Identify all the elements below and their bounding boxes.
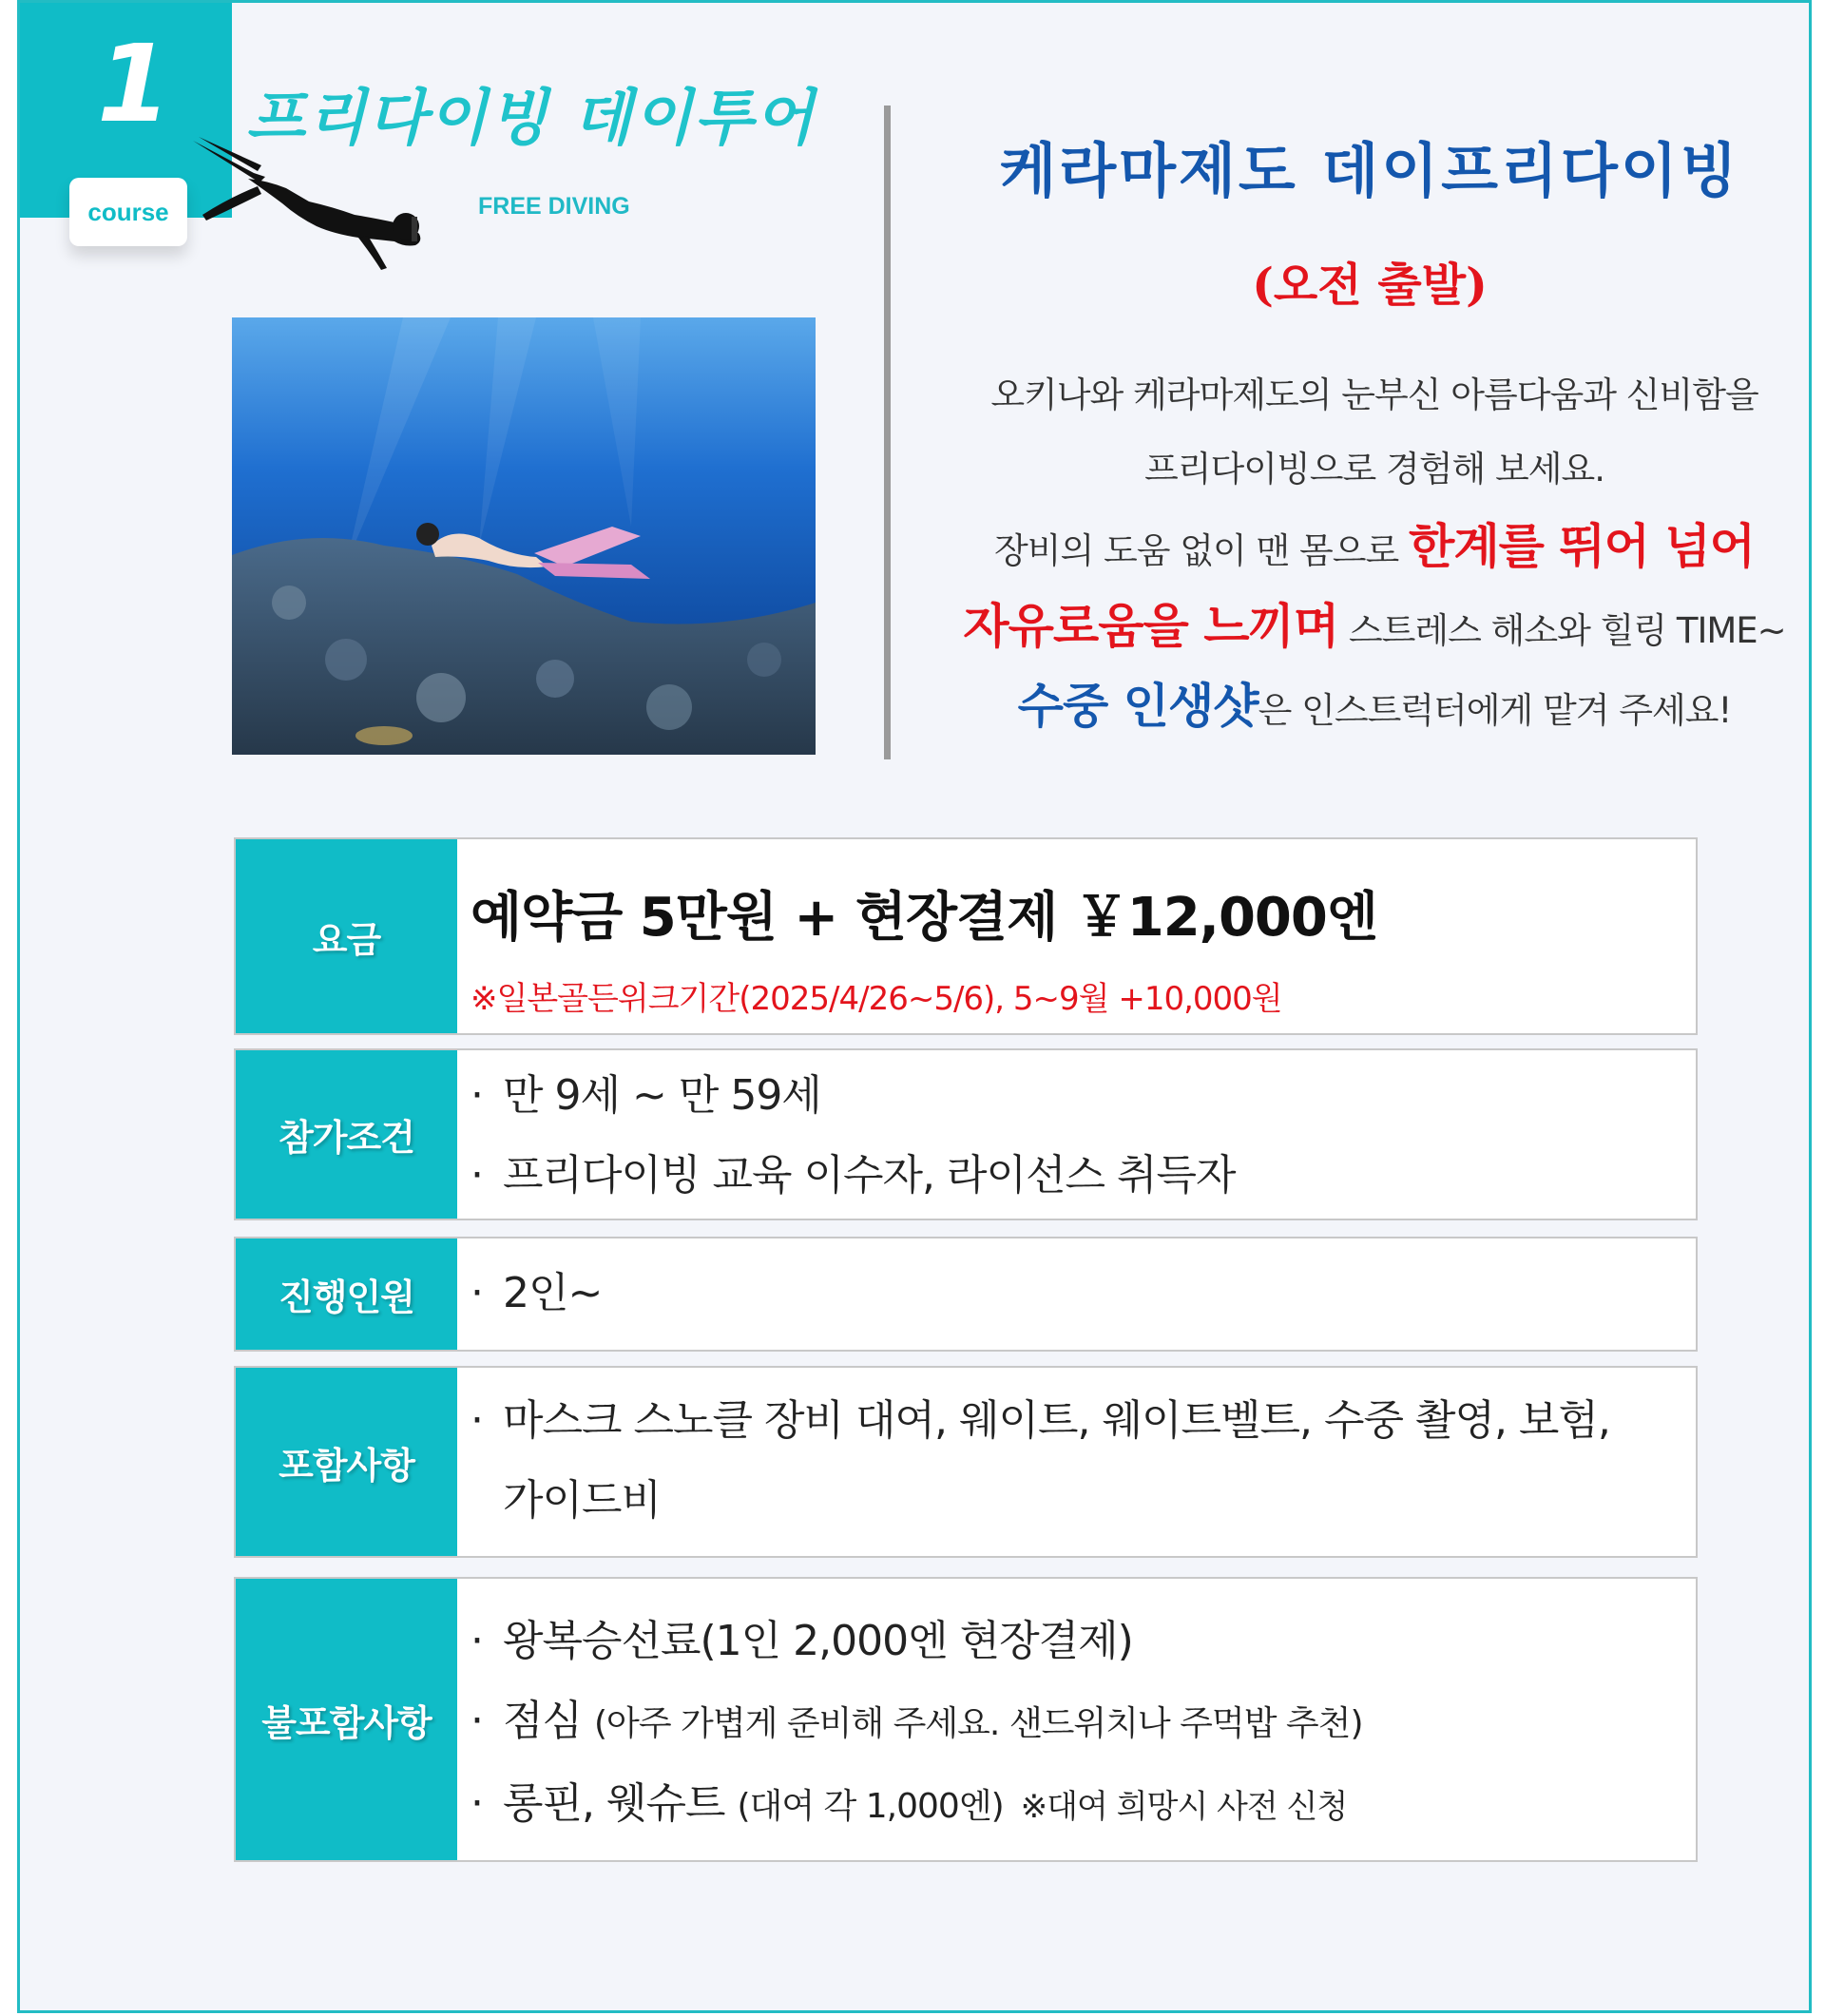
excluded-item: · 왕복승선료(1인 2,000엔 현장결제) [471,1617,1133,1665]
price-content [457,839,1696,1033]
price-note: ※일본골든위크기간(2025/4/26~5/6), 5~9월 +10,000원 [471,980,1282,1018]
excluded-item: · 롱핀, 웻슈트 (대여 각 1,000엔) ※대여 희망시 사전 신청 [471,1779,1348,1828]
price-label: 요금 [236,839,457,1033]
intro-line-4 [932,586,1812,666]
vertical-divider [884,106,891,759]
course-number: 1 [97,23,171,146]
conditions-item: · 만 9세 ~ 만 59세 [471,1071,821,1120]
intro-line-3 [932,507,1812,586]
intro-line-3-highlight: 한계를 뛰어 넘어 [1409,518,1755,574]
intro-line-2: 프리다이빙으로 경험해 보세요. [1144,449,1604,490]
excluded-item: · 점심 (아주 가볍게 준비해 주세요. 샌드위치나 주먹밥 추천) [471,1697,1363,1745]
conditions-content [457,1050,1696,1219]
included-label: 포함사항 [236,1368,457,1556]
people-content [457,1238,1696,1350]
intro-line-1: 오키나와 케라마제도의 눈부신 아름다움과 신비함을 [990,374,1758,415]
conditions-label: 참가조건 [236,1050,457,1219]
conditions-row [234,1048,1698,1220]
course-subtitle: FREE DIVING [478,193,630,220]
intro-line-5-text: 은 인스트럭터에게 맡겨 주세요! [1258,690,1732,731]
underwater-freediver-photo [232,317,816,755]
intro-line-3-text: 장비의 도움 없이 맨 몸으로 [994,530,1410,571]
intro-line-4-highlight: 자유로움을 느끼며 [963,598,1339,654]
included-item-continued: 가이드비 [503,1476,662,1525]
people-item: · 2인~ [471,1269,603,1317]
course-card [17,0,1812,2013]
people-row [234,1237,1698,1352]
intro-headline: 케라마제도 데이프리다이빙 [999,136,1740,205]
intro-text [932,358,1812,746]
intro-line-5-highlight: 수중 인생샷 [1017,678,1258,734]
included-row [234,1366,1698,1558]
included-content [457,1368,1696,1556]
price-row [234,837,1698,1035]
people-label: 진행인원 [236,1238,457,1350]
conditions-item: · 프리다이빙 교육 이수자, 라이선스 취득자 [471,1151,1236,1200]
excluded-content [457,1579,1696,1860]
intro-line-5 [932,666,1812,746]
excluded-row [234,1577,1698,1862]
intro-line-4-text: 스트레스 해소와 힐링 TIME~ [1338,610,1786,651]
intro-subhead: (오전 출발) [1252,259,1488,312]
price-main: 예약금 5만원 + 현장결제 ￥12,000엔 [471,887,1377,949]
included-item: · 마스크 스노클 장비 대여, 웨이트, 웨이트벨트, 수중 촬영, 보험, [471,1396,1610,1445]
course-tag: course [69,178,187,246]
excluded-label: 불포함사항 [236,1579,457,1860]
course-title: 프리다이빙 데이투어 [246,84,816,154]
